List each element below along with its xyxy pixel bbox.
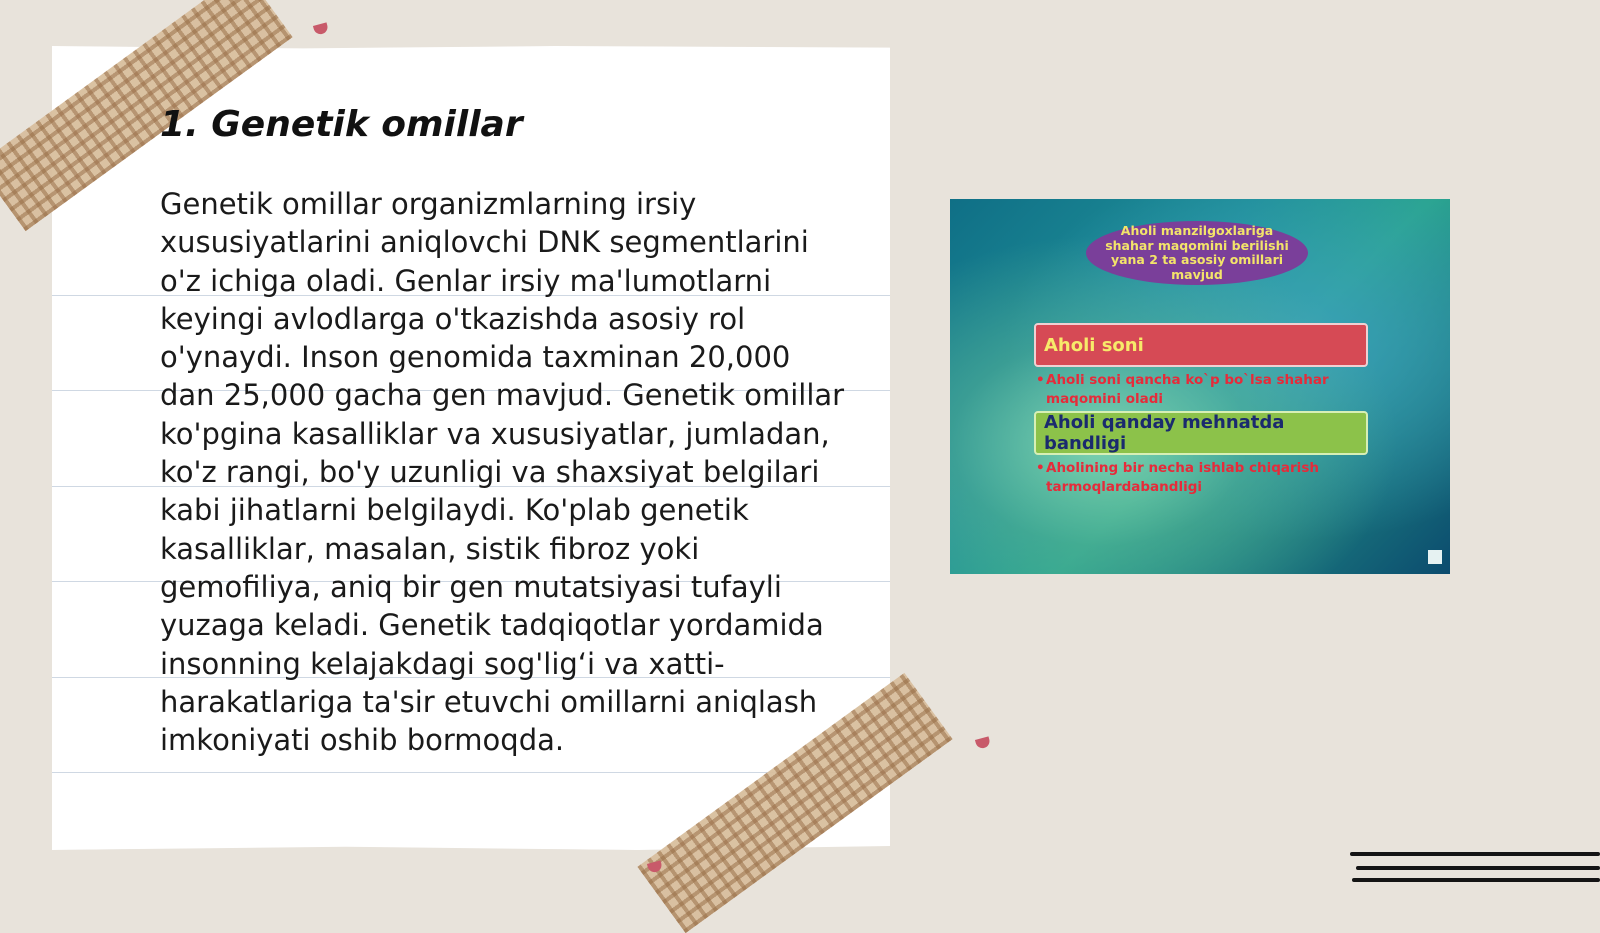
slide-bullet-2 bbox=[1036, 459, 1346, 497]
embedded-slide-image bbox=[950, 199, 1450, 574]
body-paragraph: Genetik omillar organizmlarning irsiy xususiyatlarini aniqlovchi DNK segmentlarini o'z ichiga oladi. Genlar irsiy ma'lumotlarni keyingi avlodlarga o'tkazishda asosiy rol o'ynaydi. Inson genomida taxminan 20,000 dan 25,000 gacha gen mavjud. Genetik omillar ko'pgina kasalliklar va xususiyatlar, jumladan, ko'z rangi, bo'y uzunligi va shaxsiyat belgilari kabi jihatlarni belgilaydi. Ko'plab genetik kasalliklar, masalan, sistik fibroz yoki gemofiliya, aniq bir gen mutatsiyasi tufayli yuzaga keladi. Genetik tadqiqotlar yordamida insonning kelajakdagi sog'lig‘i va xatti-harakatlariga ta'sir etuvchi omillarni aniqlash imkoniyati oshib bormoqda. bbox=[160, 187, 845, 758]
bullet-icon: • bbox=[1036, 460, 1045, 476]
stroke-line bbox=[1356, 866, 1600, 870]
slide-corner-icon bbox=[1428, 550, 1442, 564]
tape-pin-decoration bbox=[975, 736, 991, 749]
slide-oval-heading: Aholi manzilgoxlariga shahar maqomini berilishi yana 2 ta asosiy omillari mavjud bbox=[1086, 221, 1308, 285]
tape-pin-decoration bbox=[313, 22, 329, 35]
slide-bullet-1-text: Aholi soni qancha ko`p bo`lsa shahar maqomini oladi bbox=[1046, 372, 1329, 407]
slide-box-mehnat: Aholi qanday mehnatda bandligi bbox=[1034, 411, 1368, 455]
slide-box-aholi-soni: Aholi soni bbox=[1034, 323, 1368, 367]
decorative-strokes bbox=[1350, 850, 1600, 886]
stroke-line bbox=[1350, 852, 1600, 856]
slide-bullet-1 bbox=[1036, 371, 1346, 409]
bullet-icon: • bbox=[1036, 372, 1045, 388]
page-title: 1. Genetik omillar bbox=[160, 104, 523, 145]
paper-rule-line bbox=[52, 772, 890, 773]
slide-bullet-2-text: Aholining bir necha ishlab chiqarish tarmoqlardabandligi bbox=[1046, 460, 1319, 495]
stroke-line bbox=[1352, 878, 1600, 882]
